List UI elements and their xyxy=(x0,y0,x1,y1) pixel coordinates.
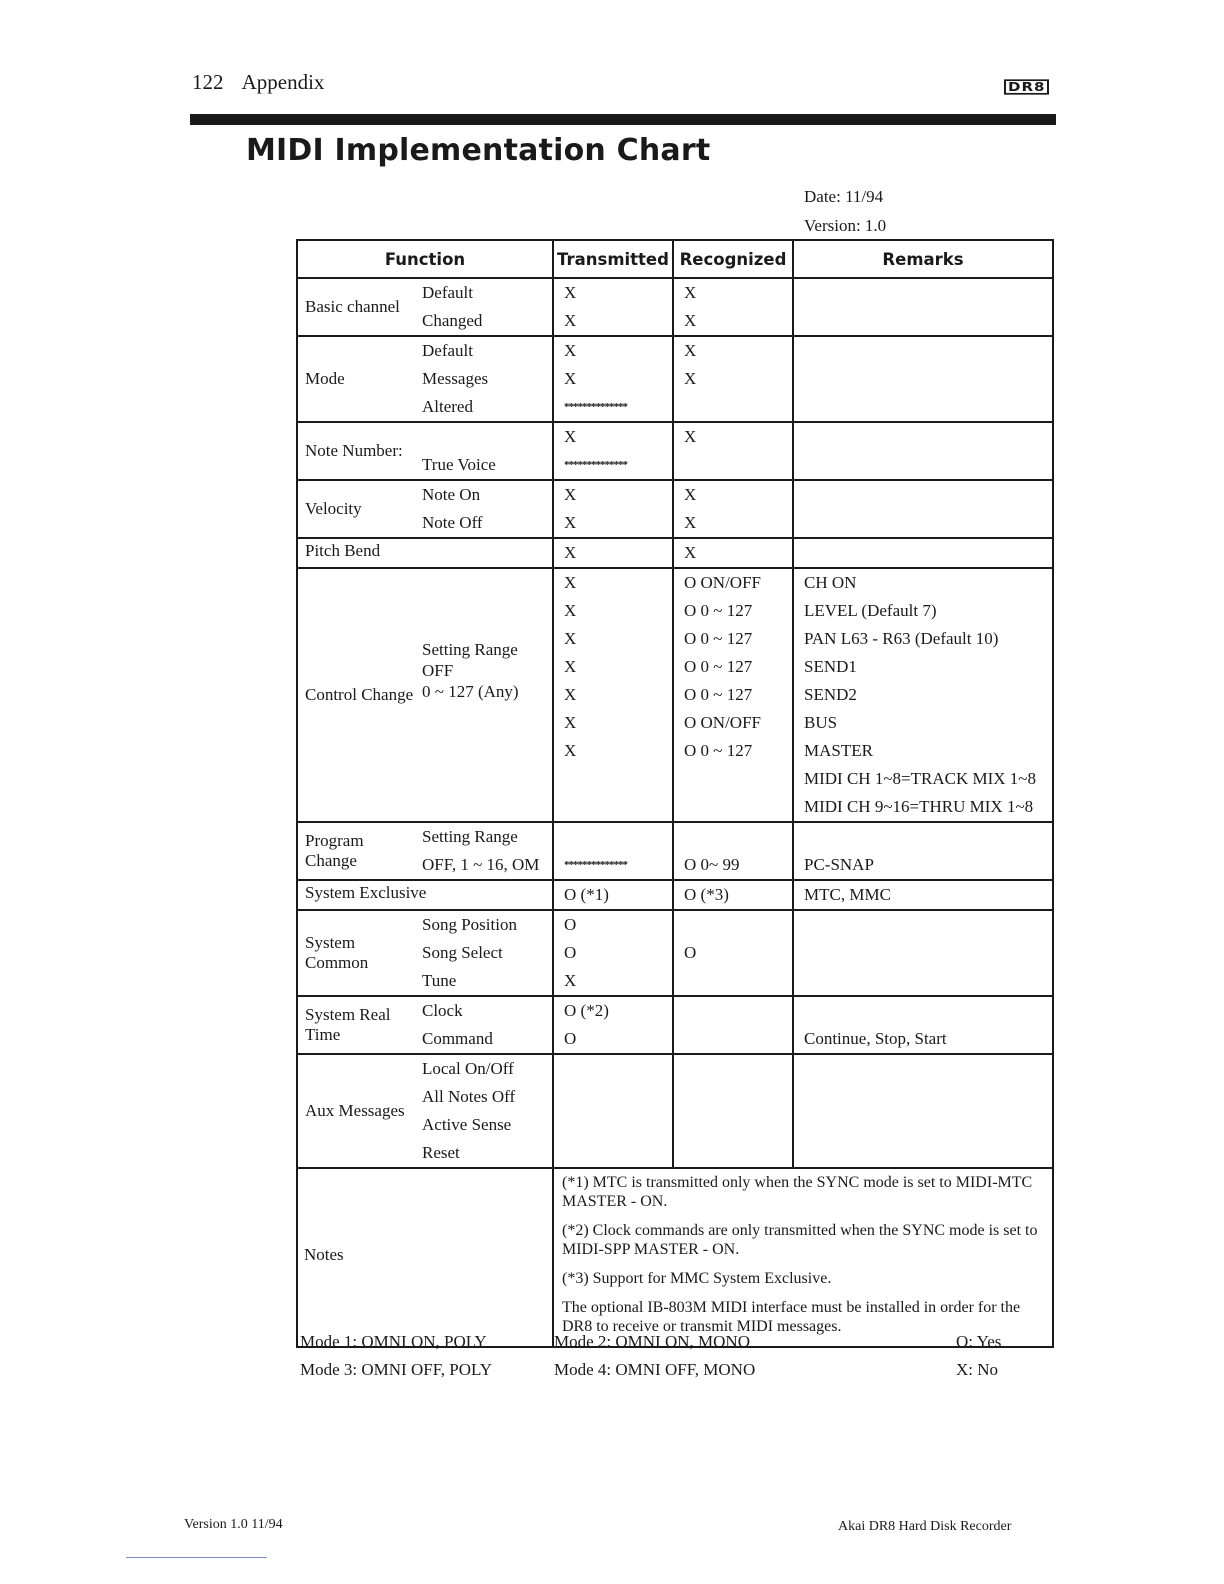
remarks-value xyxy=(794,997,1052,1025)
remarks-value: LEVEL (Default 7) xyxy=(804,601,937,620)
transmitted-cell xyxy=(553,822,673,880)
legend-no: X: No xyxy=(956,1360,999,1379)
remarks-cell xyxy=(793,480,1053,538)
transmitted-cell xyxy=(553,880,673,910)
chart-version: Version: 1.0 xyxy=(804,216,887,235)
transmitted-value: X xyxy=(564,657,577,676)
function-sub-item: Changed xyxy=(422,311,483,330)
column-header-transmitted: Transmitted xyxy=(553,240,673,278)
remarks-value: MIDI CH 1~8=TRACK MIX 1~8 xyxy=(804,769,1036,788)
legend-yes: O: Yes xyxy=(956,1332,1002,1351)
note-item: (*1) MTC is transmitted only when the SYNC mode is set to MIDI-MTC MASTER - ON. xyxy=(562,1174,1033,1210)
remarks-cell xyxy=(793,880,1053,910)
table-row xyxy=(297,336,1053,422)
function-sub-item xyxy=(498,881,552,909)
transmitted-value xyxy=(554,793,672,821)
chart-date: Date: 11/94 xyxy=(804,187,884,206)
function-label: Mode xyxy=(305,369,345,388)
table-row xyxy=(297,480,1053,538)
function-sub-item: Local On/Off xyxy=(422,1059,514,1078)
transmitted-value: X xyxy=(564,741,577,760)
transmitted-value: X xyxy=(564,543,577,562)
remarks-cell xyxy=(793,336,1053,422)
function-label: System Real Time xyxy=(305,1005,391,1044)
transmitted-value: X xyxy=(564,311,577,330)
notes-row xyxy=(297,1168,1053,1347)
footer-mark xyxy=(126,1557,267,1558)
function-cell xyxy=(297,336,553,422)
footer-version: Version 1.0 11/94 xyxy=(184,1517,283,1532)
transmitted-value: ************** xyxy=(564,459,627,471)
recognized-value: X xyxy=(684,513,697,532)
recognized-value xyxy=(674,1025,792,1053)
function-sub-item: OFF xyxy=(422,661,454,680)
recognized-value: O 0 ~ 127 xyxy=(684,601,753,620)
transmitted-cell xyxy=(553,480,673,538)
function-label: Aux Messages xyxy=(305,1101,405,1120)
transmitted-cell xyxy=(553,336,673,422)
remarks-cell xyxy=(793,538,1053,568)
function-sub-item: Reset xyxy=(422,1143,460,1162)
remarks-value: Continue, Stop, Start xyxy=(804,1029,947,1048)
transmitted-value: ************** xyxy=(564,859,627,871)
remarks-value: CH ON xyxy=(804,573,857,592)
recognized-value: O 0 ~ 127 xyxy=(684,741,753,760)
remarks-cell xyxy=(793,568,1053,822)
transmitted-value: X xyxy=(564,513,577,532)
recognized-value: O (*3) xyxy=(684,885,729,904)
header-rule xyxy=(190,114,1056,125)
function-sub-item: Default xyxy=(422,283,473,302)
function-sub-item: Clock xyxy=(422,1001,463,1020)
transmitted-value: X xyxy=(564,485,577,504)
recognized-value xyxy=(674,393,792,421)
transmitted-value: X xyxy=(564,341,577,360)
function-cell xyxy=(297,422,553,480)
remarks-value: SEND1 xyxy=(804,657,857,676)
recognized-value xyxy=(674,967,792,995)
function-sub-item: Active Sense xyxy=(422,1115,512,1134)
recognized-value: X xyxy=(684,369,697,388)
table-row xyxy=(297,422,1053,480)
function-sub-item: Default xyxy=(422,341,473,360)
midi-implementation-table xyxy=(296,239,1052,1348)
recognized-cell xyxy=(673,480,793,538)
table-row xyxy=(297,996,1053,1054)
transmitted-value: X xyxy=(564,629,577,648)
recognized-value: X xyxy=(684,311,697,330)
function-cell xyxy=(297,822,553,880)
function-sub-item: True Voice xyxy=(422,455,496,474)
recognized-cell xyxy=(673,910,793,996)
page-number: 122 xyxy=(192,70,224,94)
transmitted-value: X xyxy=(564,713,577,732)
function-label: Control Change xyxy=(305,685,414,704)
transmitted-cell xyxy=(553,278,673,336)
function-sub-item xyxy=(418,423,552,451)
transmitted-value: O xyxy=(564,1029,577,1048)
function-sub-item: Messages xyxy=(422,369,489,388)
function-sub-item: Song Position xyxy=(422,915,517,934)
transmitted-cell xyxy=(553,538,673,568)
function-cell xyxy=(297,568,553,822)
table-row xyxy=(297,568,1053,822)
transmitted-value: O (*1) xyxy=(564,885,609,904)
page-title: MIDI Implementation Chart xyxy=(246,133,711,168)
function-cell xyxy=(297,538,553,568)
table-row xyxy=(297,822,1053,880)
remarks-value: MTC, MMC xyxy=(804,885,891,904)
notes-text-cell xyxy=(553,1168,1053,1347)
table-row xyxy=(297,910,1053,996)
recognized-value xyxy=(674,911,792,939)
recognized-value: O ON/OFF xyxy=(684,713,761,732)
remarks-value: PAN L63 - R63 (Default 10) xyxy=(804,629,999,648)
transmitted-value: X xyxy=(564,601,577,620)
transmitted-cell xyxy=(553,568,673,822)
mode-4: Mode 4: OMNI OFF, MONO xyxy=(554,1360,756,1379)
table-row xyxy=(297,278,1053,336)
recognized-value: X xyxy=(684,485,697,504)
function-cell xyxy=(297,278,553,336)
recognized-value xyxy=(674,997,792,1025)
recognized-value xyxy=(674,793,792,821)
function-sub-item: OFF, 1 ~ 16, OM xyxy=(422,855,540,874)
transmitted-value: X xyxy=(564,369,577,388)
notes-label: Notes xyxy=(304,1245,344,1264)
column-header-function: Function xyxy=(297,240,553,278)
recognized-cell xyxy=(673,880,793,910)
recognized-cell xyxy=(673,278,793,336)
recognized-cell xyxy=(673,1054,793,1168)
function-label: Pitch Bend xyxy=(305,541,381,560)
recognized-value: O 0 ~ 127 xyxy=(684,629,753,648)
remarks-value: PC-SNAP xyxy=(804,855,874,874)
mode-legend xyxy=(300,1328,1020,1384)
mode-1: Mode 1: OMNI ON, POLY xyxy=(300,1332,487,1351)
table-row xyxy=(297,1054,1053,1168)
function-label: System Exclusive xyxy=(305,883,427,902)
recognized-cell xyxy=(673,822,793,880)
transmitted-value: X xyxy=(564,685,577,704)
function-cell xyxy=(297,480,553,538)
recognized-cell xyxy=(673,568,793,822)
recognized-cell xyxy=(673,422,793,480)
note-item: (*2) Clock commands are only transmitted when the SYNC mode is set to MIDI-SPP MASTER - ON. xyxy=(562,1222,1038,1258)
function-cell xyxy=(297,880,553,910)
function-cell xyxy=(297,910,553,996)
transmitted-value: X xyxy=(564,427,577,446)
remarks-cell xyxy=(793,910,1053,996)
function-label: Basic channel xyxy=(305,297,400,316)
recognized-value: O ON/OFF xyxy=(684,573,761,592)
remarks-value xyxy=(794,823,1052,851)
remarks-cell xyxy=(793,1054,1053,1168)
transmitted-value: O (*2) xyxy=(564,1001,609,1020)
remarks-value: MASTER xyxy=(804,741,873,760)
recognized-value: X xyxy=(684,543,697,562)
remarks-cell xyxy=(793,996,1053,1054)
recognized-value xyxy=(674,823,792,851)
transmitted-value: X xyxy=(564,283,577,302)
transmitted-value: ************** xyxy=(564,401,627,413)
recognized-cell xyxy=(673,538,793,568)
transmitted-value: X xyxy=(564,573,577,592)
function-sub-item: All Notes Off xyxy=(422,1087,516,1106)
transmitted-value: O xyxy=(564,915,577,934)
footer-product: Akai DR8 Hard Disk Recorder xyxy=(838,1519,1012,1534)
transmitted-value: O xyxy=(564,943,577,962)
function-cell xyxy=(297,996,553,1054)
remarks-cell xyxy=(793,422,1053,480)
transmitted-cell xyxy=(553,422,673,480)
note-item: The optional IB-803M MIDI interface must be installed in order for the DR8 to receive or transmit MIDI messages. xyxy=(562,1299,1021,1335)
function-sub-item: Note On xyxy=(422,485,481,504)
recognized-value xyxy=(674,765,792,793)
function-sub-item: Note Off xyxy=(422,513,483,532)
function-label: Velocity xyxy=(305,499,362,518)
function-label: Note Number: xyxy=(305,441,403,460)
function-sub-item: Altered xyxy=(422,397,473,416)
dr8-logo: DR8 xyxy=(1004,79,1049,94)
section-name: Appendix xyxy=(241,70,325,94)
function-cell xyxy=(297,1054,553,1168)
table-row xyxy=(297,538,1053,568)
recognized-cell xyxy=(673,336,793,422)
transmitted-value xyxy=(554,765,672,793)
function-sub-item: 0 ~ 127 (Any) xyxy=(422,682,519,701)
column-header-recognized: Recognized xyxy=(673,240,793,278)
note-item: (*3) Support for MMC System Exclusive. xyxy=(562,1270,832,1287)
remarks-value: BUS xyxy=(804,713,838,732)
recognized-value: O 0 ~ 127 xyxy=(684,657,753,676)
function-sub-item: Tune xyxy=(422,971,457,990)
recognized-value: O xyxy=(684,943,697,962)
column-header-remarks: Remarks xyxy=(793,240,1053,278)
table-row xyxy=(297,880,1053,910)
recognized-value xyxy=(674,451,792,479)
recognized-value: X xyxy=(684,283,697,302)
recognized-value: X xyxy=(684,341,697,360)
recognized-cell xyxy=(673,996,793,1054)
remarks-value: MIDI CH 9~16=THRU MIX 1~8 xyxy=(804,797,1034,816)
recognized-value: O 0 ~ 127 xyxy=(684,685,753,704)
remarks-value: SEND2 xyxy=(804,685,857,704)
function-sub-item xyxy=(498,539,552,567)
mode-2: Mode 2: OMNI ON, MONO xyxy=(554,1332,750,1351)
transmitted-cell xyxy=(553,910,673,996)
recognized-value: X xyxy=(684,427,697,446)
notes-label-cell xyxy=(297,1168,553,1347)
mode-3: Mode 3: OMNI OFF, POLY xyxy=(300,1360,492,1379)
remarks-cell xyxy=(793,822,1053,880)
transmitted-value: X xyxy=(564,971,577,990)
recognized-value: O 0~ 99 xyxy=(684,855,740,874)
function-label: System Common xyxy=(305,933,369,972)
transmitted-cell xyxy=(553,996,673,1054)
remarks-cell xyxy=(793,278,1053,336)
transmitted-cell xyxy=(553,1054,673,1168)
function-sub-item: Setting Range xyxy=(422,640,518,659)
function-sub-item: Song Select xyxy=(422,943,503,962)
function-label: Program Change xyxy=(305,831,364,870)
page-header xyxy=(192,70,324,95)
transmitted-value xyxy=(554,823,672,851)
function-sub-item: Setting Range xyxy=(422,827,518,846)
function-sub-item: Command xyxy=(422,1029,493,1048)
